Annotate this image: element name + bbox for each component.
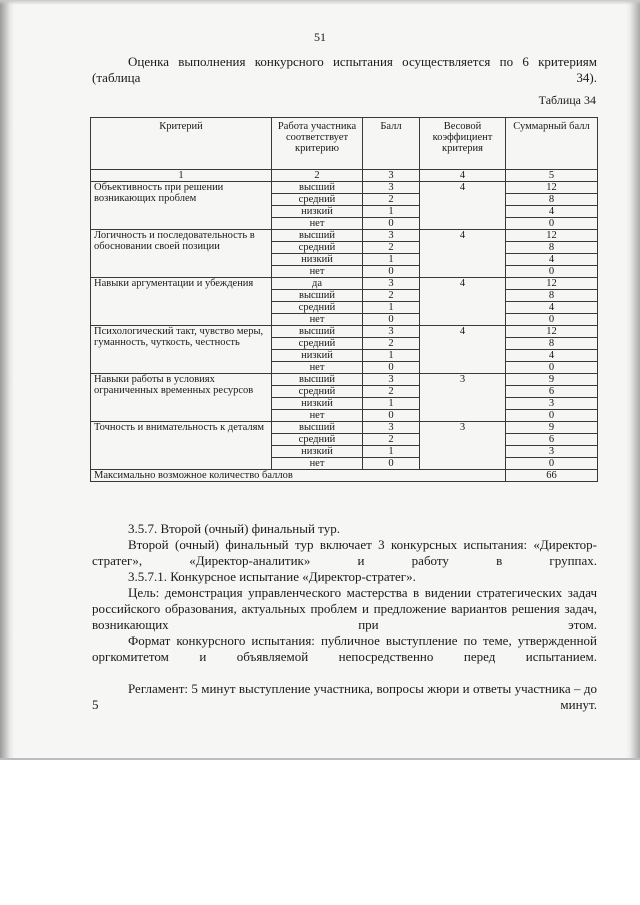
- column-number: 1: [91, 170, 272, 182]
- total-cell: 12: [506, 326, 598, 338]
- blank-margin: [0, 760, 640, 905]
- total-cell: 12: [506, 230, 598, 242]
- score-cell: 1: [363, 206, 420, 218]
- table-row: [91, 374, 598, 386]
- weight-cell: 3: [420, 374, 506, 422]
- total-cell: 4: [506, 206, 598, 218]
- score-cell: 2: [363, 386, 420, 398]
- level-cell: высший: [272, 326, 363, 338]
- score-cell: 2: [363, 194, 420, 206]
- level-cell: средний: [272, 302, 363, 314]
- score-cell: 0: [363, 314, 420, 326]
- total-cell: 3: [506, 398, 598, 410]
- goal-paragraph: Цель: демонстрация управленческого мастерства в видении стратегических задач российского образования, актуальных проблем и предложение вариантов решения задач, возникающих при этом.: [92, 585, 597, 632]
- score-cell: 1: [363, 446, 420, 458]
- header-criterion: Критерий: [91, 118, 272, 170]
- header-weight: Весовой коэффициент критерия: [420, 118, 506, 170]
- level-cell: высший: [272, 422, 363, 434]
- level-cell: средний: [272, 434, 363, 446]
- table-row: [91, 278, 598, 290]
- column-number: 4: [420, 170, 506, 182]
- score-cell: 0: [363, 458, 420, 470]
- total-cell: 8: [506, 194, 598, 206]
- score-cell: 2: [363, 338, 420, 350]
- subsection-heading: 3.5.7.1. Конкурсное испытание «Директор-стратег».: [128, 569, 416, 584]
- table-row: [91, 230, 598, 242]
- total-cell: 8: [506, 338, 598, 350]
- score-cell: 3: [363, 230, 420, 242]
- score-cell: 2: [363, 434, 420, 446]
- section-heading: 3.5.7. Второй (очный) финальный тур.: [128, 521, 340, 536]
- weight-cell: 4: [420, 230, 506, 278]
- total-cell: 4: [506, 302, 598, 314]
- score-cell: 0: [363, 266, 420, 278]
- criterion-name: Психологический такт, чувство меры, гуманность, чуткость, честность: [91, 326, 272, 374]
- total-cell: 6: [506, 434, 598, 446]
- score-cell: 0: [363, 218, 420, 230]
- total-cell: 6: [506, 386, 598, 398]
- score-cell: 2: [363, 290, 420, 302]
- score-cell: 3: [363, 326, 420, 338]
- page-edge-shadow-left: [0, 0, 14, 760]
- total-cell: 4: [506, 350, 598, 362]
- total-cell: 0: [506, 218, 598, 230]
- total-cell: 0: [506, 410, 598, 422]
- intro-paragraph: Оценка выполнения конкурсного испытания осуществляется по 6 критериям (таблица 34).: [92, 54, 597, 85]
- header-total: Суммарный балл: [506, 118, 598, 170]
- level-cell: низкий: [272, 398, 363, 410]
- criterion-name: Точность и внимательность к деталям: [91, 422, 272, 470]
- criterion-name: Логичность и последовательность в обосновании своей позиции: [91, 230, 272, 278]
- format-paragraph: Формат конкурсного испытания: публичное выступление по теме, утвержденной оргкомитетом и объявляемой непосредственно перед испытанием.: [92, 633, 597, 664]
- level-cell: нет: [272, 218, 363, 230]
- score-cell: 3: [363, 374, 420, 386]
- level-cell: низкий: [272, 446, 363, 458]
- level-cell: да: [272, 278, 363, 290]
- score-cell: 1: [363, 350, 420, 362]
- total-cell: 0: [506, 266, 598, 278]
- level-cell: средний: [272, 386, 363, 398]
- table-row: [91, 182, 598, 194]
- page-edge-shadow-top: [0, 0, 640, 5]
- level-cell: средний: [272, 338, 363, 350]
- score-cell: 0: [363, 362, 420, 374]
- level-cell: средний: [272, 242, 363, 254]
- level-cell: нет: [272, 314, 363, 326]
- table-row: [91, 326, 598, 338]
- total-cell: 4: [506, 254, 598, 266]
- column-number: 2: [272, 170, 363, 182]
- total-cell: 0: [506, 362, 598, 374]
- weight-cell: 4: [420, 278, 506, 326]
- level-cell: высший: [272, 374, 363, 386]
- criterion-name: Навыки аргументации и убеждения: [91, 278, 272, 326]
- criteria-table: [90, 117, 598, 482]
- section-intro: Второй (очный) финальный тур включает 3 конкурсных испытания: «Директор-стратег», «Директор-аналитик» и работу в группах.: [92, 537, 597, 568]
- level-cell: низкий: [272, 254, 363, 266]
- level-cell: нет: [272, 410, 363, 422]
- table-caption: Таблица 34: [538, 93, 596, 107]
- score-cell: 1: [363, 254, 420, 266]
- total-cell: 0: [506, 458, 598, 470]
- level-cell: высший: [272, 230, 363, 242]
- weight-cell: 4: [420, 182, 506, 230]
- score-cell: 3: [363, 422, 420, 434]
- score-cell: 3: [363, 182, 420, 194]
- score-cell: 1: [363, 302, 420, 314]
- max-score-row: [91, 470, 598, 482]
- weight-cell: 3: [420, 422, 506, 470]
- regulation-paragraph: Регламент: 5 минут выступление участника, вопросы жюри и ответы участника – до 5 минут.: [92, 681, 597, 712]
- page-edge-shadow-right: [626, 0, 640, 760]
- score-cell: 1: [363, 398, 420, 410]
- column-number: 3: [363, 170, 420, 182]
- level-cell: нет: [272, 362, 363, 374]
- level-cell: нет: [272, 266, 363, 278]
- header-performance: Работа участника соответствует критерию: [272, 118, 363, 170]
- table-row: [91, 422, 598, 434]
- level-cell: средний: [272, 194, 363, 206]
- total-cell: 9: [506, 374, 598, 386]
- max-score-label: Максимально возможное количество баллов: [91, 470, 506, 482]
- total-cell: 12: [506, 278, 598, 290]
- total-cell: 8: [506, 242, 598, 254]
- total-cell: 3: [506, 446, 598, 458]
- level-cell: нет: [272, 458, 363, 470]
- column-number-row: [91, 170, 598, 182]
- header-score: Балл: [363, 118, 420, 170]
- level-cell: высший: [272, 182, 363, 194]
- table-header-row: [91, 118, 598, 170]
- weight-cell: 4: [420, 326, 506, 374]
- score-cell: 2: [363, 242, 420, 254]
- total-cell: 8: [506, 290, 598, 302]
- criterion-name: Объективность при решении возникающих проблем: [91, 182, 272, 230]
- score-cell: 3: [363, 278, 420, 290]
- level-cell: высший: [272, 290, 363, 302]
- total-cell: 0: [506, 314, 598, 326]
- max-score-value: 66: [506, 470, 598, 482]
- level-cell: низкий: [272, 206, 363, 218]
- total-cell: 9: [506, 422, 598, 434]
- criterion-name: Навыки работы в условиях ограниченных временных ресурсов: [91, 374, 272, 422]
- score-cell: 0: [363, 410, 420, 422]
- column-number: 5: [506, 170, 598, 182]
- total-cell: 12: [506, 182, 598, 194]
- level-cell: низкий: [272, 350, 363, 362]
- page-number: 51: [314, 30, 326, 44]
